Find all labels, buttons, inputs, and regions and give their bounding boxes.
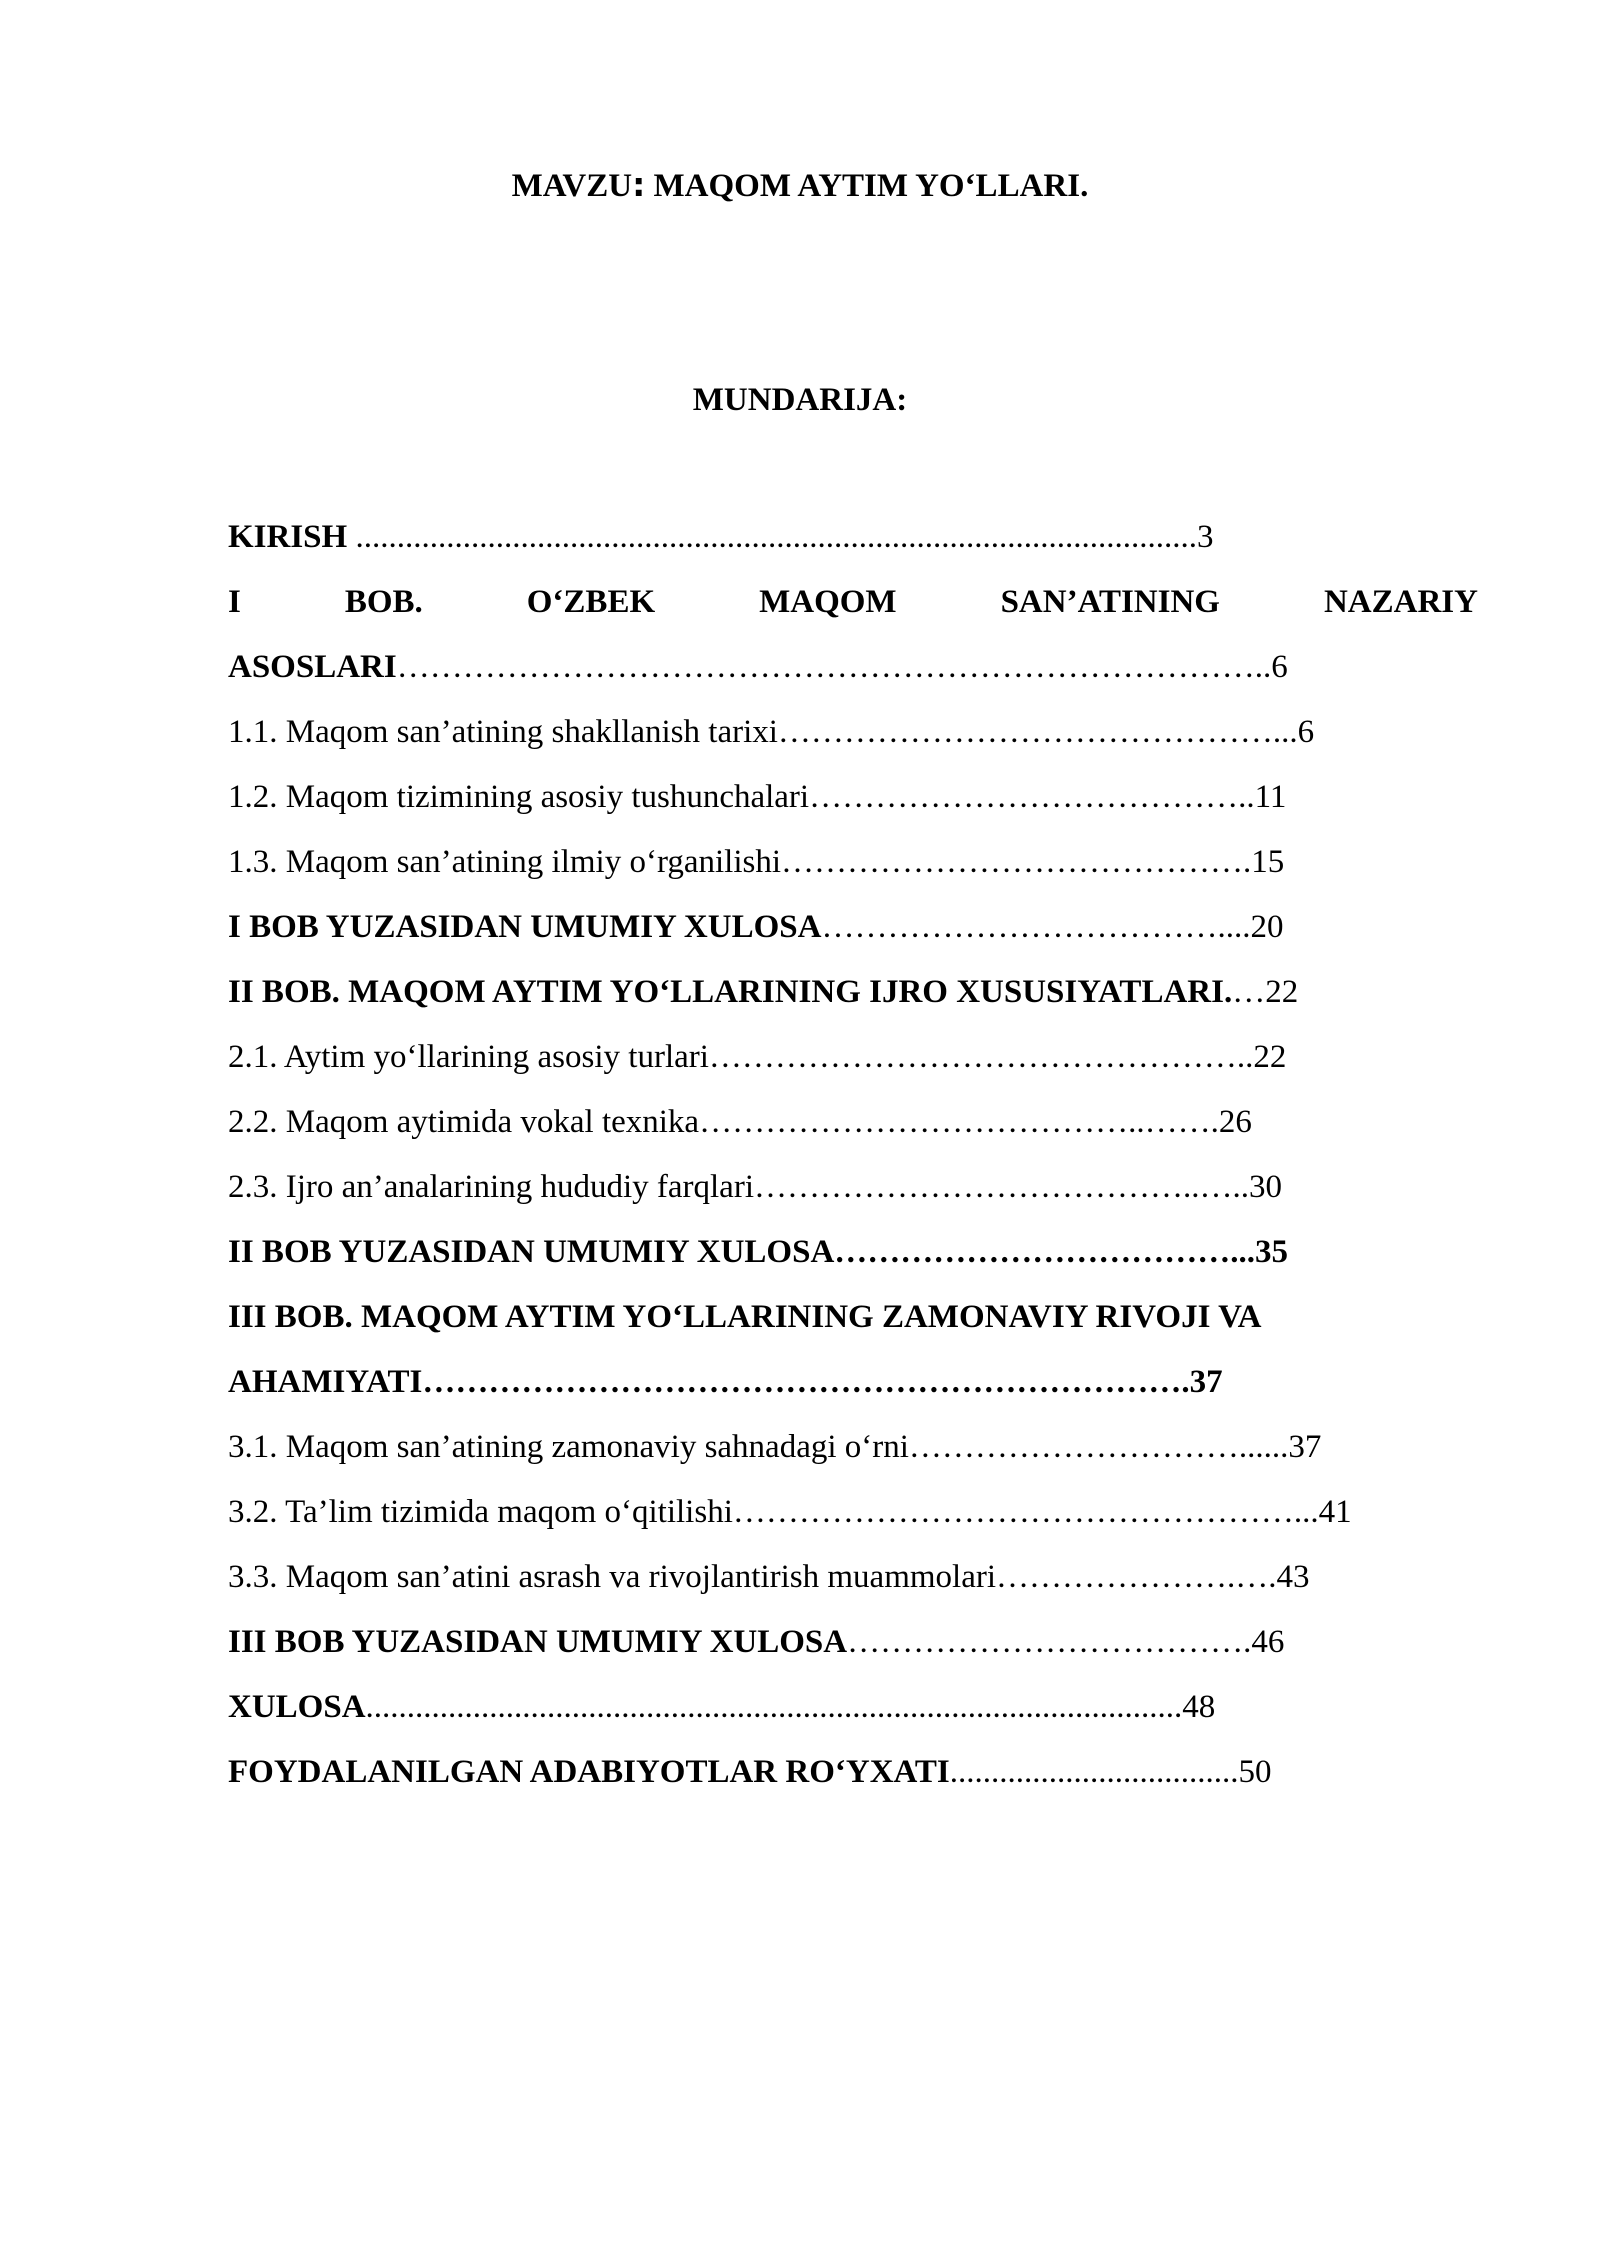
toc-entry-chapter-3-line-2: AHAMIYATI…………………………………………………………….37	[228, 1364, 1223, 1400]
topic-label: MAVZU	[511, 168, 633, 204]
toc-entry-3-2: 3.2. Ta’lim tizimida maqom o‘qitilishi……………………………………………...41	[228, 1494, 1352, 1530]
toc-entry-chapter-1-line-1: I BOB. O‘ZBEK MAQOM SAN’ATINING NAZARIY	[228, 584, 1478, 620]
toc-entry-chapter-3-line-1: III BOB. MAQOM AYTIM YO‘LLARINING ZAMONAVIY RIVOJI VA	[228, 1299, 1262, 1335]
topic-text: MAQOM AYTIM YO‘LLARI.	[645, 168, 1089, 204]
toc-entry-1-3: 1.3. Maqom san’atining ilmiy o‘rganilishi…………………………………….15	[228, 844, 1285, 880]
toc-entry-3-1: 3.1. Maqom san’atining zamonaviy sahnadagi o‘rni…………………………......37	[228, 1429, 1322, 1465]
table-of-contents	[228, 505, 1478, 1805]
toc-entry-3-3: 3.3. Maqom san’atini asrash va rivojlantirish muammolari………………….….43	[228, 1559, 1310, 1595]
toc-entry-introduction: KIRISH ......................................................................................................3	[228, 519, 1214, 555]
toc-entry-2-2: 2.2. Maqom aytimida vokal texnika…………………………………..…….26	[228, 1104, 1252, 1140]
toc-entry-2-1: 2.1. Aytim yo‘llarining asosiy turlari…………………………………………..22	[228, 1039, 1287, 1075]
toc-entry-1-2: 1.2. Maqom tizimining asosiy tushunchalari…………………………………..11	[228, 779, 1287, 815]
toc-entry-chapter-1-line-2: ASOSLARI……………………………………………………………………..6	[228, 649, 1288, 685]
toc-entry-1-1: 1.1. Maqom san’atining shakllanish tarixi………………………………………...6	[228, 714, 1315, 750]
toc-entry-chapter-2-conclusion: II BOB YUZASIDAN UMUMIY XULOSA………………………………...35	[228, 1234, 1289, 1270]
topic-title	[0, 160, 1600, 211]
topic-colon: :	[632, 165, 646, 204]
toc-entry-chapter-2: II BOB. MAQOM AYTIM YO‘LLARINING IJRO XUSUSIYATLARI.…22	[228, 974, 1299, 1010]
toc-entry-bibliography: FOYDALANILGAN ADABIYOTLAR RO‘YXATI...................................50	[228, 1754, 1272, 1790]
toc-entry-conclusion: XULOSA...................................................................................................48	[228, 1689, 1216, 1725]
contents-heading: MUNDARIJA:	[692, 382, 908, 418]
toc-entry-chapter-3-conclusion: III BOB YUZASIDAN UMUMIY XULOSA……………………………….46	[228, 1624, 1285, 1660]
toc-entry-chapter-1-conclusion: I BOB YUZASIDAN UMUMIY XULOSA………………………………....20	[228, 909, 1284, 945]
toc-entry-2-3: 2.3. Ijro an’analarining hududiy farqlari…………………………………..…..30	[228, 1169, 1282, 1205]
